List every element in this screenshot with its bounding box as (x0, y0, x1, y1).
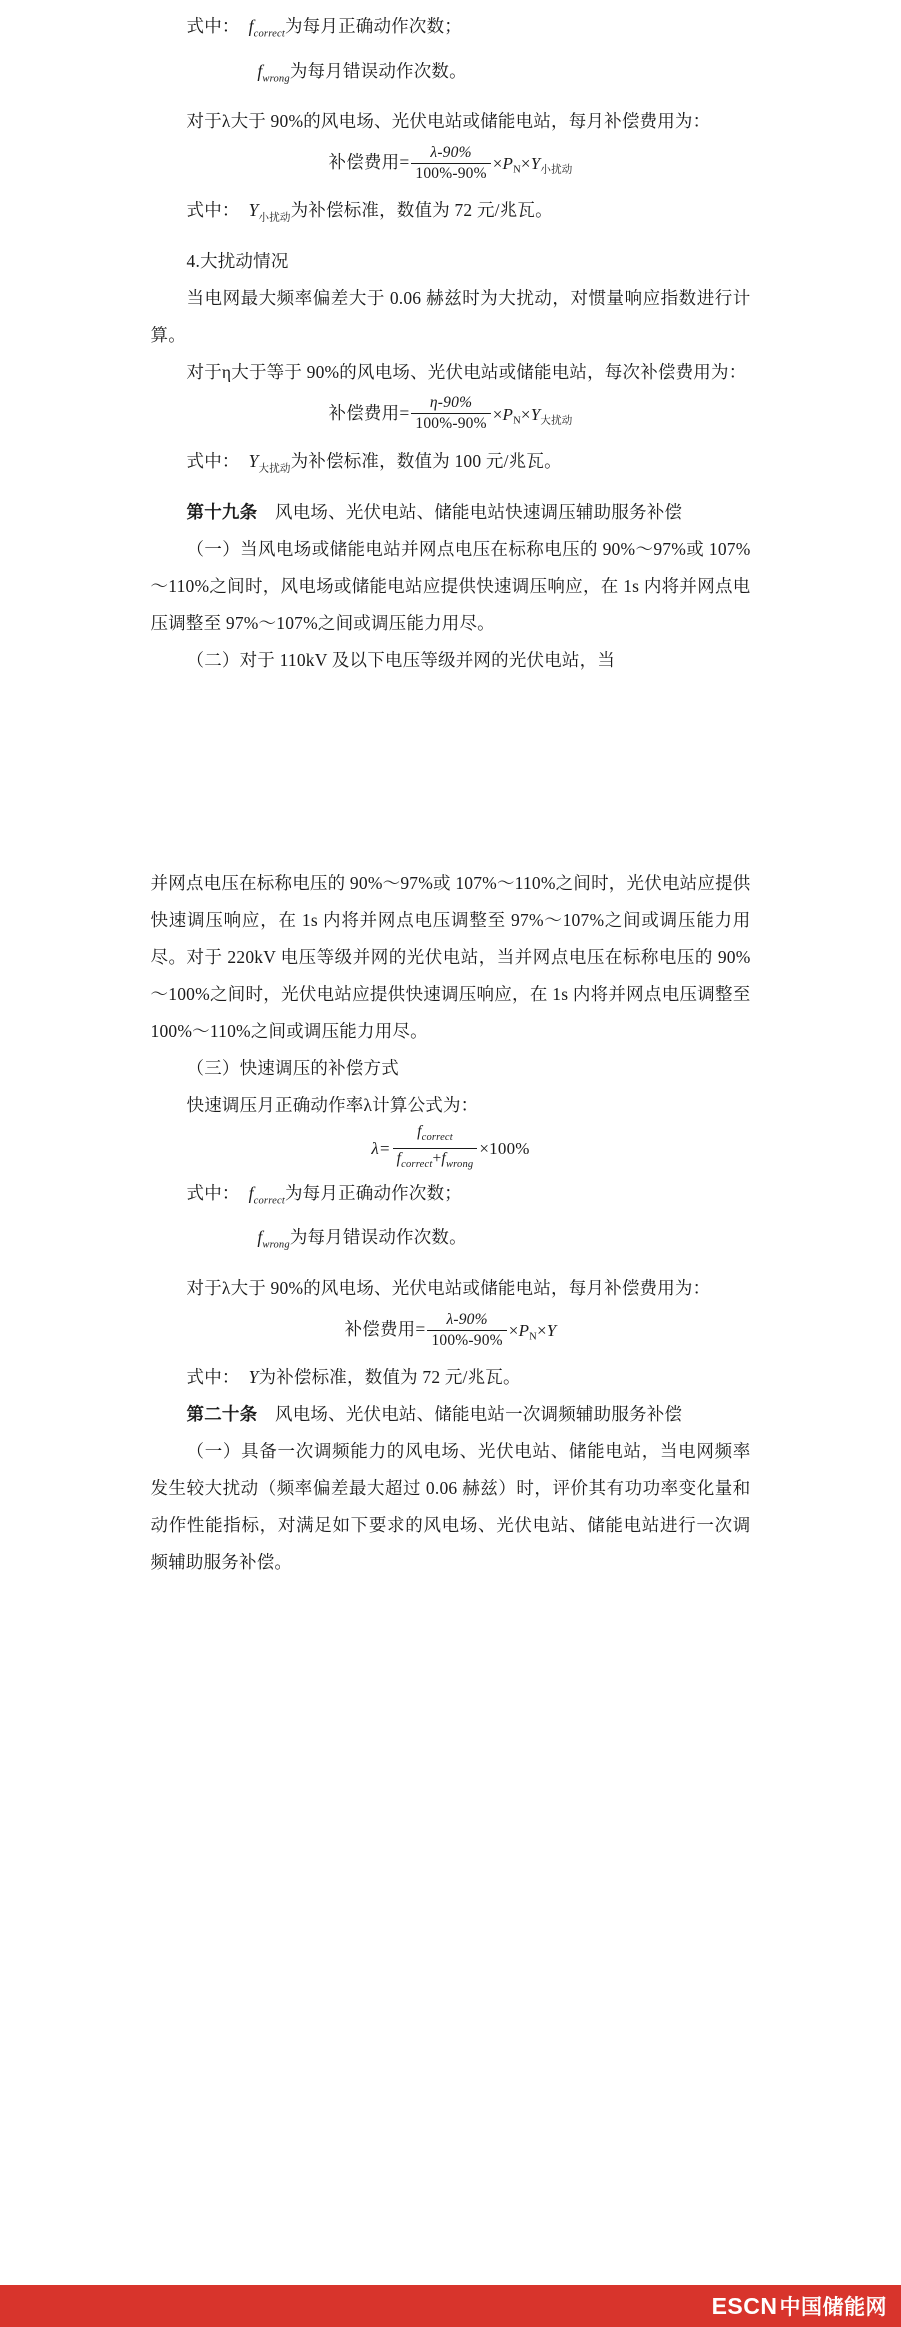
legend-text-4: 为补偿标准，数值为 100 元/兆瓦。 (290, 451, 562, 472)
variable-f: f (417, 1122, 422, 1140)
subscript-correct-3: correct (253, 1195, 285, 1207)
subscript-n: N (513, 415, 521, 427)
fraction-numerator: λ-90% (427, 1311, 506, 1331)
escn-logo (712, 2291, 887, 2321)
legend-text-5: 为每月正确动作次数； (284, 1182, 462, 1203)
article-20-item-1 (151, 1433, 751, 1581)
plus-sign: + (432, 1149, 442, 1167)
variable-y: Y (530, 404, 541, 424)
formula-lhs: λ= (371, 1139, 391, 1159)
subscript-correct-2: correct (401, 1158, 433, 1170)
variable-y-2: Y (248, 1367, 259, 1388)
article-19-item-3 (151, 1050, 751, 1087)
article-20-heading (151, 1396, 751, 1433)
fraction-denominator (393, 1149, 478, 1174)
subscript-wrong-2: wrong (445, 1158, 474, 1170)
paragraph-text: （二）对于 110kV 及以下电压等级并网的光伏电站，当 (186, 649, 616, 670)
paragraph-legend-y (151, 1359, 751, 1396)
article-19-item-1 (151, 531, 751, 642)
legend-prefix-4: 式中： (186, 1182, 231, 1203)
document-column (151, 0, 751, 1581)
variable-pn: P (502, 404, 514, 424)
legend-prefix-3: 式中： (186, 451, 231, 472)
fraction-denominator: 100%-90% (415, 164, 487, 182)
subscript-n: N (513, 164, 521, 176)
multiply-sign: × (492, 154, 503, 174)
article-title: 风电场、光伏电站、储能电站快速调压辅助服务补偿 (275, 501, 683, 522)
formula-tail: ×100% (479, 1139, 530, 1159)
subscript-correct: correct (421, 1131, 453, 1143)
fraction-lambda-2 (427, 1311, 506, 1350)
subscript-small: 小扰动 (258, 212, 291, 224)
legend-prefix-1: 式中： (186, 16, 231, 36)
paragraph-formula-legend-1 (151, 8, 751, 53)
fraction-correct-rate (393, 1123, 478, 1174)
paragraph-legend-y-small (151, 192, 751, 237)
page-break-gap (151, 679, 751, 865)
legend-text-3: 为补偿标准，数值为 72 元/兆瓦。 (290, 200, 553, 221)
variable-pn: P (518, 1321, 530, 1341)
formula-compensation-small-disturbance (151, 140, 751, 192)
fraction-numerator: η-90% (411, 394, 490, 414)
multiply-sign-2: × (520, 154, 531, 174)
legend-text-1: 为每月正确动作次数； (284, 16, 462, 36)
subscript-large: 大扰动 (258, 463, 291, 475)
paragraph-text: （一）当风电场或储能电站并网点电压在标称电压的 90%～97%或 107%～110%之间时，风电场或储能电站应提供快速调压响应，在 1s 内将并网点电压调整至 97%～107%之间或调压能力用尽。 (150, 538, 751, 633)
multiply-sign: × (508, 1321, 519, 1341)
escn-logo-cn: 中国储能网 (779, 2296, 887, 2319)
fraction-eta (411, 394, 490, 433)
formula-label: 补偿费用= (328, 402, 410, 423)
multiply-sign-2: × (536, 1321, 547, 1341)
paragraph-lambda-over-90-2 (151, 1270, 751, 1307)
paragraph-large-disturbance-def (151, 280, 751, 354)
article-19-heading (151, 494, 751, 531)
subscript-large-disturbance: 大扰动 (540, 415, 573, 427)
footer-brand-bar (0, 2285, 901, 2327)
formula-compensation-fast-voltage (151, 1307, 751, 1359)
article-title: 风电场、光伏电站、储能电站一次调频辅助服务补偿 (275, 1404, 683, 1425)
variable-y: Y (546, 1321, 557, 1341)
fraction-numerator (393, 1123, 478, 1149)
variable-f-2: f (441, 1149, 446, 1167)
formula-lambda-correct-rate (151, 1124, 751, 1175)
article-number: 第十九条 (186, 501, 258, 522)
fraction-lambda (411, 144, 490, 183)
legend-prefix-2: 式中： (186, 200, 231, 221)
legend-text-7: 为补偿标准，数值为 72 元/兆瓦。 (258, 1367, 521, 1388)
multiply-sign-2: × (520, 404, 531, 424)
variable-f-wrong: f (257, 60, 263, 81)
formula-compensation-large-disturbance (151, 391, 751, 443)
variable-y: Y (530, 154, 541, 174)
paragraph-text: 快速调压月正确动作率λ计算公式为： (186, 1094, 479, 1115)
article-number: 第二十条 (186, 1404, 258, 1425)
paragraph-text: 对于λ大于 90%的风电场、光伏电站或储能电站，每月补偿费用为： (186, 1277, 711, 1298)
variable-f-correct: f (248, 16, 254, 36)
formula-label: 补偿费用= (328, 152, 410, 172)
fraction-denominator: 100%-90% (431, 1331, 503, 1349)
paragraph-lambda-over-90 (151, 103, 751, 140)
variable-f-wrong-2: f (257, 1227, 263, 1248)
legend-prefix-5: 式中： (186, 1367, 231, 1388)
subscript-correct: correct (253, 28, 285, 40)
multiply-sign: × (492, 404, 503, 424)
paragraph-text: （一）具备一次调频能力的风电场、光伏电站、储能电站，当电网频率发生较大扰动（频率偏差最大超过 0.06 赫兹）时，评价其有功功率变化量和动作性能指标，对满足如下要求的风电场、光伏电站、储能电站进行一次调频辅助服务补偿。 (150, 1441, 751, 1573)
paragraph-formula-legend-3 (151, 1175, 751, 1220)
paragraph-continued-voltage (151, 865, 751, 1050)
fraction-denominator: 100%-90% (415, 415, 487, 433)
formula-label: 补偿费用= (344, 1318, 426, 1339)
variable-y-large: Y (248, 451, 259, 472)
paragraph-lambda-formula-intro (151, 1087, 751, 1124)
subscript-wrong: wrong (262, 73, 290, 84)
paragraph-text: 并网点电压在标称电压的 90%～97%或 107%～110%之间时，光伏电站应提供快速调压响应，在 1s 内将并网点电压调整至 97%～107%之间或调压能力用尽。对于 220kV 电压等级并网的光伏电站，当并网点电压在标称电压的 90%～100%之间时，光伏电站应提供快速调压响应，在 1s 内将并网点电压调整至 100%～110%之间或调压能力用尽。 (150, 872, 751, 1041)
variable-y-small: Y (248, 200, 259, 221)
variable-pn: P (502, 154, 514, 174)
paragraph-text: 对于η大于等于 90%的风电场、光伏电站或储能电站，每次补偿费用为： (186, 361, 747, 382)
paragraph-text: （三）快速调压的补偿方式 (186, 1057, 399, 1078)
subscript-n: N (529, 1331, 537, 1343)
paragraph-text: 4.大扰动情况 (186, 250, 289, 271)
paragraph-legend-y-large (151, 443, 751, 488)
paragraph-formula-legend-2 (151, 53, 751, 98)
fraction-numerator: λ-90% (411, 144, 490, 164)
paragraph-formula-legend-4 (151, 1219, 751, 1264)
paragraph-text: 对于λ大于 90%的风电场、光伏电站或储能电站，每月补偿费用为： (186, 111, 711, 131)
variable-f-correct-2: f (248, 1182, 254, 1203)
paragraph-eta-over-90 (151, 354, 751, 391)
legend-text-6: 为每月错误动作次数。 (289, 1227, 467, 1248)
legend-text-2: 为每月错误动作次数。 (289, 60, 467, 81)
variable-f-1: f (396, 1149, 402, 1167)
paragraph-section-4-title (151, 243, 751, 280)
paragraph-text: 当电网最大频率偏差大于 0.06 赫兹时为大扰动，对惯量响应指数进行计算。 (150, 287, 751, 345)
escn-logo-en: ESCN (711, 2293, 778, 2319)
article-19-item-2 (151, 642, 751, 679)
subscript-wrong-3: wrong (262, 1239, 290, 1251)
subscript-small-disturbance: 小扰动 (540, 164, 573, 176)
